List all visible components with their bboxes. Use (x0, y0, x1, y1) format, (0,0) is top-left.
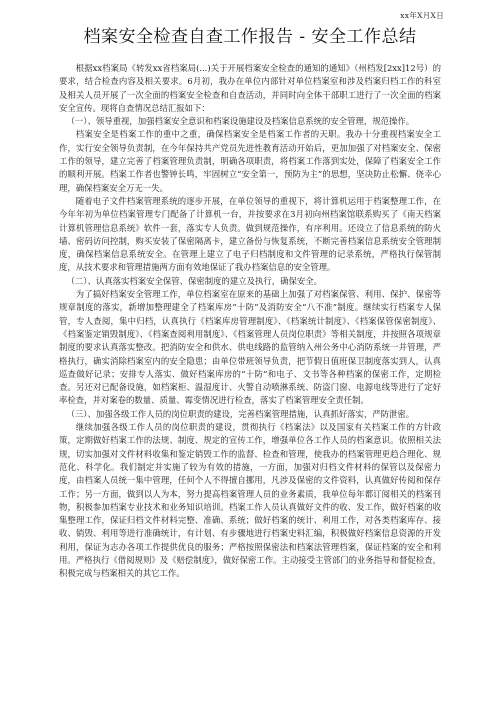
intro-paragraph: 根据xx档案局《转发xx省档案局(...)关于开展档案安全检查的通知的通知》（州档发[2xx]12号）的要求，结合检查内容及相关要求。6月初，我办在单位内部针对单位档案室和涉及档案归档工作的科室及相关人员开展了一次全面的档案安全检查和自查活动，并同时向全体干部职工进行了一次全面的档案安全宣传。现将自查情况总结汇报如下： (59, 63, 441, 113)
document-title: 档案安全检查自查工作报告 - 安全工作总结 (83, 27, 417, 47)
body-paragraph: 随着电子文件档案管理系统的逐步开展，在单位领导的重视下，将计算机运用于档案整理工作，在今年年初为单位档案管理专门配备了计算机一台，并按要求在3月初向州档案馆联系购买了《南天档案计算机管理信息系统》软件一套，落实专人负责。做到规范操作，有序利用。还设立了信息系统的防火墙、密码访问控制，购买安装了保密隔离卡，建立备份与恢复系统，不断完善档案信息系统安全管理制度，确保档案信息系统安全。在管理上建立了电子归档制度和文件管理的记录系统，严格执行保管制度，从技术要求和管理措施两方面有效地保证了我办档案信息的安全管理。 (59, 195, 441, 273)
body-paragraph: 为了搞好档案安全管理工作，单位档案室在原来的基础上加强了对档案保管、利用、保护、保密等规章制度的落实，新增加整理建全了档案库房“十防”及消防安全“八不准”制度。继续实行档案专人保管，专人查阅，集中归档，认真执行《档案库房管理制度》、《档案统计制度》、《档案保管保密制度》、《档案鉴定销毁制度》、《档案查阅利用制度》、《档案管理人员岗位职责》等相关制度，并按照各项规章制度的要求认真落实整改。把消防安全和供水、供电线路的监管纳入州公务中心消防系统一并管理，严格执行，确实消除档案室内的安全隐患；由单位带班领导负责，把节假日值班保卫制度落实到人，认真巡查做好记录；安排专人落实、做好档案库房的“十防”和电子、文书等各种档案的保密工作，定期检查。另还对已配备设施，如档案柜、温湿度计、火警自动喷淋系统、防盗门窗、电源电线等进行了定好率检查，并对案卷的数量、质量、霉变情况进行检查，落实了档案管理安全责任制。 (59, 289, 441, 406)
body-paragraph: 继续加强各级工作人员的岗位职责的建设，贯彻执行《档案法》以及国家有关档案工作的方针政策，定期做好档案工作的法规、制度、规定的宣传工作，增强单位各工作人员的档案意识。依照相关法规，切实加强对文件材料收集和鉴定销毁工作的监督、检查和管理，使我办的档案管理更趋合理化、规范化、科学化。我们制定并实施了较为有效的措施，一方面，加强对归档文件材料的保管以及保密力度，由档案人员统一集中管理，任何个人不得擅自挪用，凡涉及保密的文件资料，认真做好传阅和保存工作；另一方面，做到以人为本，努力提高档案管理人员的业务素质，我单位每年都订阅相关的档案刊物，积极参加档案专业技术和业务知识培训。档案工作人员认真做好文件的收、发工作，做好档案的收集整理工作，保证归档文件材料完整、准确、系统；做好档案的统计、利用工作，对各类档案库存、接收、销毁、利用等进行准确统计，有计划、有步骤地进行档案史料汇编，积极做好档案信息资源的开发利用，保证为志办各项工作提供优良的服务；严格按照保密法和档案法管理档案，保证档案的安全和利用。严格执行《借阅规则》及《赔偿制度》，做好保密工作。主动接受主管部门的业务指导和督促检查，积极完成与档案相关的其它工作。 (59, 422, 441, 579)
report-date: xx年X月X日 (400, 11, 444, 20)
document-body (59, 62, 441, 581)
section-heading-3: （三）、加强各级工作人员的岗位职责的建设，完善档案管理措施，认真抓好落实，严防泄密。 (66, 408, 415, 419)
body-paragraph: 档案安全是档案工作的重中之重，确保档案安全是档案工作者的天职。我办十分重视档案安全工作，实行安全领导负责制，在今年保持共产党员先进性教育活动开始后，更加加强了对档案安全、保密工作的领导，建立完善了档案管理负责制，明确各项职责，将档案工作落到实处，保障了档案安全工作的顺利开展。档案工作者也警钟长鸣，牢固树立“安全第一，预防为主”的思想，坚决防止松懈、侥幸心理，确保档案安全万无一失。 (59, 129, 441, 193)
section-heading-1: （一）、领导重视，加强档案安全意识和档案设施建设及档案信息系统的安全管理，规范操作。 (66, 116, 415, 127)
section-heading-2: （二）、认真落实档案安全保管、保密制度的建立及执行，确保安全。 (66, 275, 322, 286)
